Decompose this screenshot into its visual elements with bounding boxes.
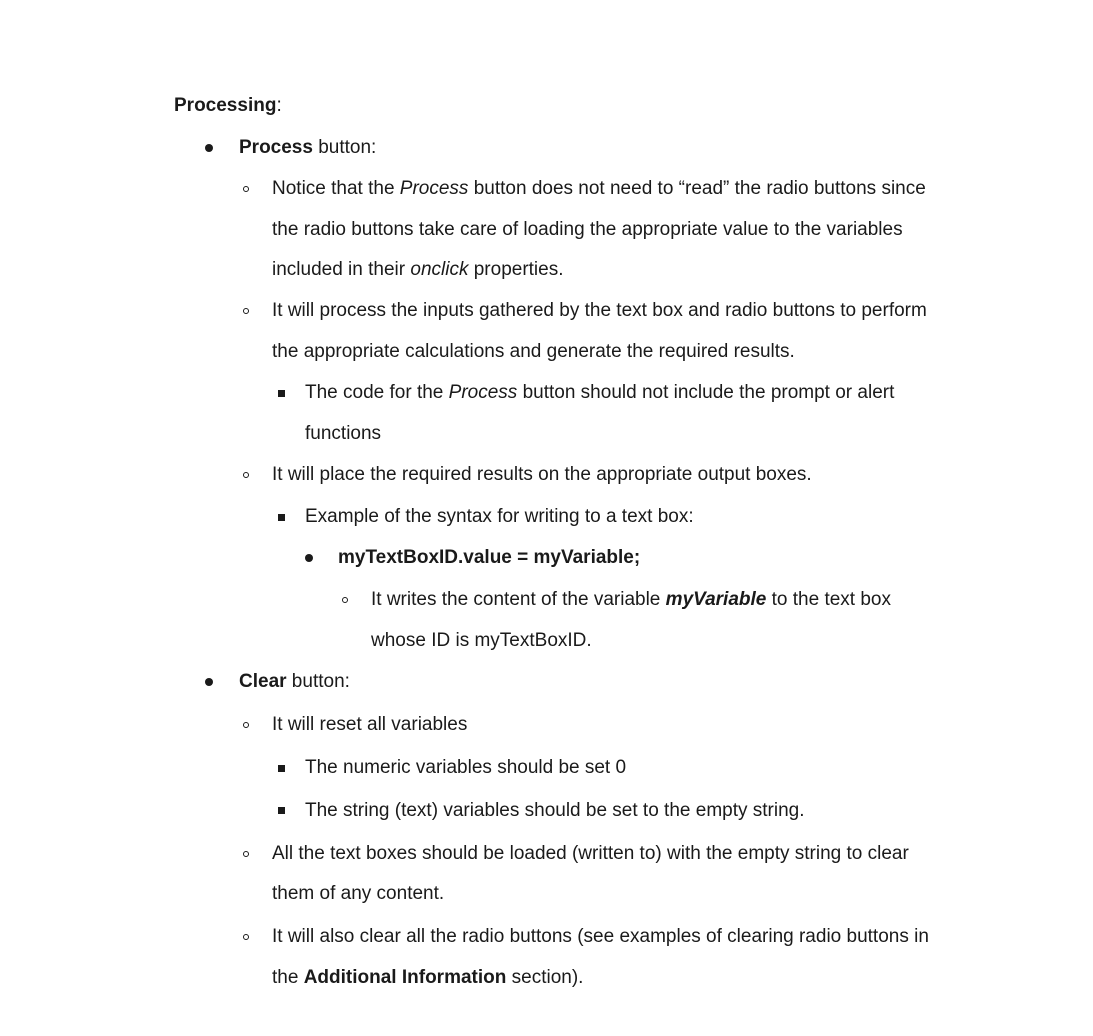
writes-line-2: whose ID is myTextBoxID. bbox=[371, 630, 592, 651]
notice-line-1 bbox=[272, 177, 926, 201]
code-note-post: button should not include the prompt or alert bbox=[517, 382, 895, 403]
code-line: myTextBoxID.value = myVariable; bbox=[338, 547, 641, 568]
clear-button-item bbox=[239, 670, 350, 694]
clear-label: Clear bbox=[239, 671, 287, 692]
textboxes-line-1: All the text boxes should be loaded (written to) with the empty string to clear bbox=[272, 843, 909, 864]
bullet-circle-icon bbox=[243, 851, 249, 857]
bullet-square-icon bbox=[278, 390, 285, 397]
code-note-line-2: functions bbox=[305, 423, 382, 444]
writes-variable: myVariable bbox=[665, 589, 767, 610]
place-line: It will place the required results on the appropriate output boxes. bbox=[272, 464, 812, 485]
code-note-text: The code for the bbox=[305, 382, 449, 403]
notice-text-post: button does not need to “read” the radio buttons since bbox=[468, 178, 926, 199]
radio-line-1: It will also clear all the radio buttons (see examples of clearing radio buttons in bbox=[272, 926, 929, 947]
bullet-disc-icon bbox=[305, 554, 313, 562]
bullet-square-icon bbox=[278, 807, 285, 814]
bullet-square-icon bbox=[278, 765, 285, 772]
bullet-circle-icon bbox=[243, 186, 249, 192]
notice-text: Notice that the bbox=[272, 178, 400, 199]
string-line: The string (text) variables should be set to the empty string. bbox=[305, 800, 805, 821]
bullet-disc-icon bbox=[205, 144, 213, 152]
radio-bold: Additional Information bbox=[303, 967, 507, 988]
radio-text: the bbox=[272, 967, 304, 988]
process-tail: button: bbox=[312, 137, 377, 158]
code-note-line-1 bbox=[305, 381, 894, 405]
bullet-circle-icon bbox=[243, 934, 249, 940]
clear-tail: button: bbox=[286, 671, 350, 692]
radio-post: section). bbox=[506, 967, 584, 988]
section-heading bbox=[174, 94, 282, 118]
notice-line-3 bbox=[272, 258, 564, 282]
inputs-line-2: the appropriate calculations and generate the required results. bbox=[272, 341, 795, 362]
example-line: Example of the syntax for writing to a text box: bbox=[305, 506, 694, 527]
bullet-disc-icon bbox=[205, 678, 213, 686]
radio-line-2 bbox=[272, 966, 583, 990]
notice-line3-text: included in their bbox=[272, 259, 411, 280]
process-label: Process bbox=[239, 137, 313, 158]
writes-line-1 bbox=[371, 588, 891, 612]
notice-line3-italic: onclick bbox=[410, 259, 469, 280]
notice-line3-post: properties. bbox=[468, 259, 564, 280]
heading-text: Processing bbox=[174, 95, 277, 116]
notice-italic: Process bbox=[399, 178, 469, 199]
numeric-line: The numeric variables should be set 0 bbox=[305, 757, 627, 778]
bullet-circle-icon bbox=[243, 722, 249, 728]
writes-post: to the text box bbox=[766, 589, 891, 610]
inputs-line-1: It will process the inputs gathered by the text box and radio buttons to perform bbox=[272, 300, 927, 321]
bullet-circle-icon bbox=[243, 472, 249, 478]
bullet-square-icon bbox=[278, 514, 285, 521]
process-button-item bbox=[239, 136, 376, 160]
reset-line: It will reset all variables bbox=[272, 714, 468, 735]
writes-text: It writes the content of the variable bbox=[371, 589, 666, 610]
heading-colon: : bbox=[276, 95, 282, 116]
code-note-italic: Process bbox=[448, 382, 518, 403]
bullet-circle-icon bbox=[342, 597, 348, 603]
notice-line-2: the radio buttons take care of loading the appropriate value to the variables bbox=[272, 219, 903, 240]
bullet-circle-icon bbox=[243, 308, 249, 314]
textboxes-line-2: them of any content. bbox=[272, 883, 445, 904]
